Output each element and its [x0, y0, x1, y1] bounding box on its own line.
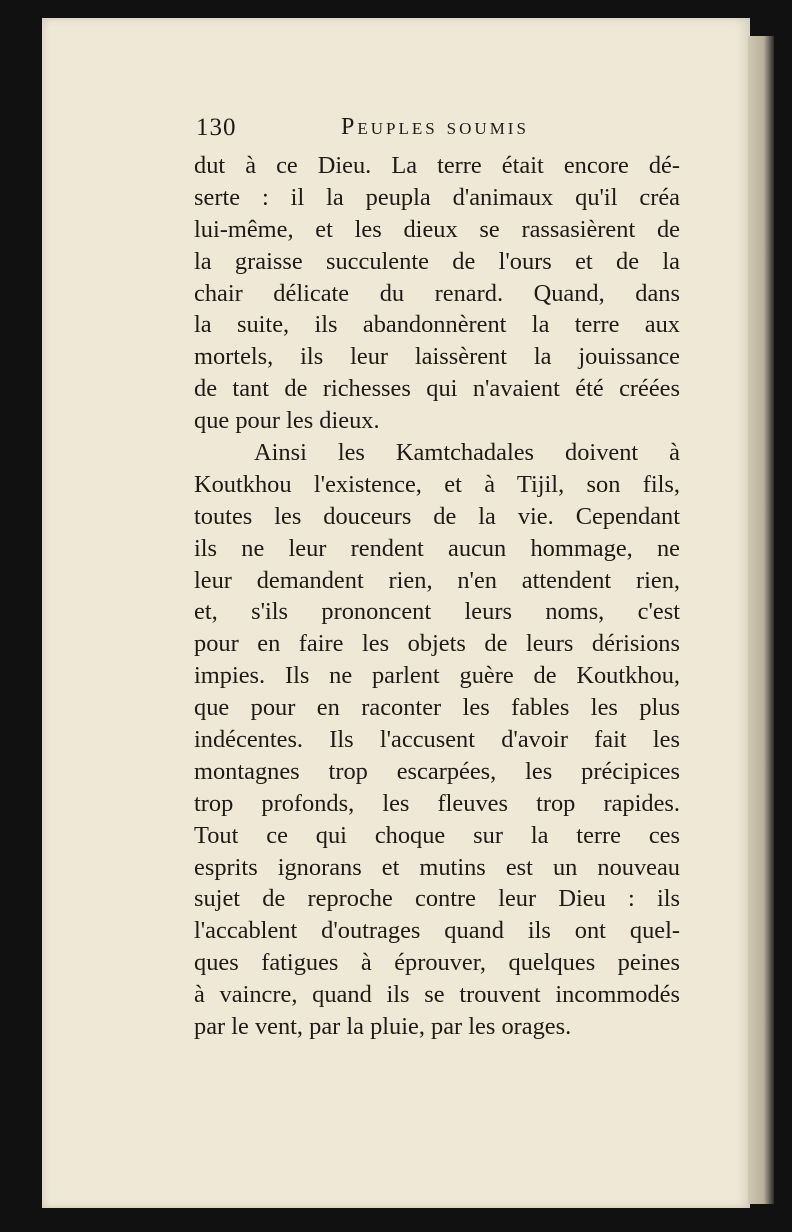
page-number: 130: [196, 114, 237, 141]
text-line: dut à ce Dieu. La terre était encore dé-: [194, 152, 680, 179]
text-line: impies. Ils ne parlent guère de Koutkhou,: [194, 662, 680, 690]
text-line: Tout ce qui choque sur la terre ces: [194, 821, 680, 849]
text-line: trop profonds, les fleuves trop rapides.: [194, 789, 680, 817]
paragraph-2: [194, 437, 680, 1043]
paragraph-1: [194, 150, 680, 437]
body-text: [194, 150, 680, 1043]
text-line: toutes les douceurs de la vie. Cependant: [194, 502, 680, 530]
text-line: Koutkhou l'existence, et à Tijil, son fils,: [194, 470, 680, 498]
text-line: que pour en raconter les fables les plus: [194, 694, 680, 722]
text-line: lui-même, et les dieux se rassasièrent de: [194, 215, 680, 243]
text-line: à vaincre, quand ils se trouvent incommodés: [194, 981, 680, 1009]
text-line: indécentes. Ils l'accusent d'avoir fait les: [194, 726, 680, 754]
text-line: serte : il la peupla d'animaux qu'il créa: [194, 183, 680, 211]
text-line: la suite, ils abandonnèrent la terre aux: [194, 311, 680, 339]
running-header: [196, 114, 686, 144]
text-line: l'accablent d'outrages quand ils ont quel-: [194, 917, 680, 945]
text-line: par le vent, par la pluie, par les orages.: [194, 1013, 572, 1041]
text-line: de tant de richesses qui n'avaient été créées: [194, 375, 680, 403]
text-line: ils ne leur rendent aucun hommage, ne: [194, 534, 680, 562]
text-line: la graisse succulente de l'ours et de la: [194, 247, 680, 275]
text-line: mortels, ils leur laissèrent la jouissance: [194, 343, 680, 371]
text-line: pour en faire les objets de leurs dérisions: [194, 630, 680, 658]
page-edge: [748, 36, 774, 1204]
text-line: que pour les dieux.: [194, 407, 380, 435]
running-title: Peuples soumis: [341, 114, 529, 140]
text-line: montagnes trop escarpées, les précipices: [194, 757, 680, 785]
text-line: esprits ignorans et mutins est un nouveau: [194, 853, 680, 881]
text-line: et, s'ils prononcent leurs noms, c'est: [194, 598, 680, 626]
text-line: sujet de reproche contre leur Dieu : ils: [194, 885, 680, 913]
text-line: chair délicate du renard. Quand, dans: [194, 279, 680, 307]
text-line: Ainsi les Kamtchadales doivent à: [254, 439, 680, 467]
text-line: ques fatigues à éprouver, quelques peines: [194, 949, 680, 977]
text-line: leur demandent rien, n'en attendent rien,: [194, 566, 680, 594]
